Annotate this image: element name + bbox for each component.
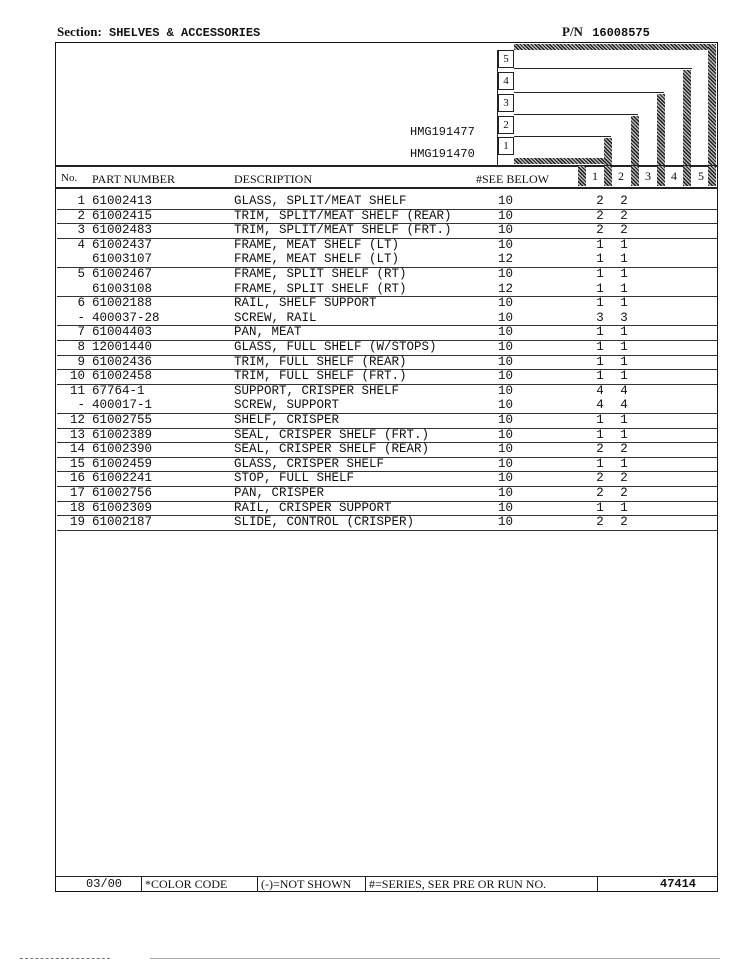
- row-description: SUPPORT, CRISPER SHELF: [234, 383, 400, 398]
- row-qty-col2: 4: [620, 398, 628, 413]
- col-sep-hatch-2: [631, 166, 639, 186]
- row-qty-col1: 2: [596, 223, 604, 238]
- row-description: PAN, CRISPER: [234, 486, 325, 500]
- row-part-number: 61002309: [92, 500, 153, 515]
- row-see-below: 10: [498, 194, 514, 208]
- row-qty-col1: 1: [596, 267, 604, 281]
- row-qty-col2: 2: [620, 442, 628, 457]
- row-qty-col2: 4: [620, 383, 628, 398]
- row-qty-col1: 1: [596, 340, 604, 354]
- row-item-number: 1: [77, 194, 85, 208]
- row-see-below: 10: [498, 471, 514, 486]
- row-qty-col1: 1: [596, 354, 604, 369]
- table-row: [57, 457, 717, 473]
- table-row: [57, 209, 717, 225]
- row-qty-col1: 1: [596, 325, 604, 340]
- row-see-below: 10: [498, 267, 514, 281]
- row-qty-col1: 1: [596, 296, 604, 311]
- model-hatch-col2: [631, 116, 639, 166]
- table-row: [57, 486, 717, 502]
- row-item-number: 7: [77, 325, 85, 340]
- table-row: [57, 355, 717, 371]
- model-number-2: HMG191477: [410, 125, 475, 139]
- table-row: [57, 325, 717, 341]
- row-item-number: 5: [77, 267, 85, 281]
- row-description: TRIM, FULL SHELF (REAR): [234, 354, 407, 369]
- row-part-number: 61002241: [92, 471, 153, 486]
- row-description: GLASS, SPLIT/MEAT SHELF: [234, 194, 407, 208]
- row-qty-col2: 1: [620, 252, 628, 267]
- row-item-number: 17: [69, 486, 85, 500]
- part-number-header: [562, 24, 650, 40]
- stair-line-3: [514, 114, 638, 115]
- header-bottom-rule: [55, 187, 718, 189]
- model-box-5: 5: [498, 50, 514, 68]
- model-box-4: 4: [498, 72, 514, 90]
- stair-line-2: [514, 136, 611, 137]
- model-hatch-col4: [683, 70, 691, 166]
- row-description: SEAL, CRISPER SHELF (REAR): [234, 442, 430, 457]
- table-row: [57, 311, 717, 327]
- row-qty-col1: 2: [596, 515, 604, 530]
- row-see-below: 12: [498, 252, 514, 267]
- row-qty-col1: 1: [596, 427, 604, 442]
- row-see-below: 10: [498, 369, 514, 384]
- col-sep-hatch-4: [683, 166, 691, 186]
- row-description: SLIDE, CONTROL (CRISPER): [234, 515, 415, 530]
- row-see-below: 10: [498, 237, 514, 252]
- table-row: [57, 296, 717, 311]
- row-qty-col1: 2: [596, 208, 604, 223]
- row-qty-col1: 1: [596, 281, 604, 296]
- row-qty-col2: 2: [620, 471, 628, 486]
- col-sep-hatch-5: [708, 166, 716, 186]
- section-header: [57, 24, 260, 40]
- pn-value: 16008575: [592, 26, 650, 40]
- row-description: RAIL, SHELF SUPPORT: [234, 296, 377, 311]
- footer-color-code: *COLOR CODE: [145, 877, 228, 891]
- model-hatch-col5: [708, 44, 716, 166]
- row-see-below: 10: [498, 310, 514, 325]
- stair-line-4: [514, 92, 664, 93]
- row-qty-col2: 1: [620, 296, 628, 311]
- row-part-number: 61002390: [92, 442, 153, 457]
- row-qty-col1: 1: [596, 413, 604, 427]
- row-part-number: 61002458: [92, 369, 153, 384]
- row-item-number: 19: [69, 515, 85, 530]
- row-qty-col1: 1: [596, 369, 604, 384]
- table-row: [57, 471, 717, 487]
- footer-sep-2: [257, 876, 258, 892]
- row-see-below: 10: [498, 340, 514, 354]
- footer-date: 03/00: [86, 877, 123, 891]
- row-item-number: 4: [77, 237, 85, 252]
- table-row: [57, 267, 717, 282]
- model-hatch-bottom: [514, 158, 604, 164]
- row-qty-col2: 2: [620, 194, 628, 208]
- row-qty-col1: 4: [596, 398, 604, 413]
- row-part-number: 61003107: [92, 252, 153, 267]
- row-part-number: 61002389: [92, 427, 153, 442]
- col-no: No.: [61, 172, 78, 184]
- row-part-number: 12001440: [92, 340, 153, 354]
- table-row: [57, 501, 717, 517]
- row-part-number: 61002413: [92, 194, 153, 208]
- row-qty-col2: 1: [620, 267, 628, 281]
- scan-dash-1: [20, 958, 110, 959]
- row-qty-col2: 2: [620, 515, 628, 530]
- stair-line-5: [514, 68, 692, 69]
- table-row: [57, 282, 717, 298]
- row-part-number: 61002459: [92, 456, 153, 471]
- row-item-number: 15: [69, 456, 85, 471]
- table-row: [57, 369, 717, 385]
- table-row: [57, 442, 717, 458]
- row-part-number: 61002437: [92, 237, 153, 252]
- row-qty-col1: 4: [596, 383, 604, 398]
- row-see-below: 10: [498, 383, 514, 398]
- row-see-below: 10: [498, 486, 514, 500]
- row-see-below: 10: [498, 413, 514, 427]
- table-row: [57, 398, 717, 414]
- row-description: PAN, MEAT: [234, 325, 302, 340]
- table-row: [57, 413, 717, 429]
- row-see-below: 10: [498, 442, 514, 457]
- model-box-1: 1: [498, 137, 514, 155]
- model-box-3: 3: [498, 94, 514, 112]
- row-qty-col2: 1: [620, 500, 628, 515]
- row-qty-col1: 1: [596, 252, 604, 267]
- row-description: FRAME, SPLIT SHELF (RT): [234, 281, 407, 296]
- row-description: GLASS, CRISPER SHELF: [234, 456, 385, 471]
- row-item-number: 3: [77, 223, 85, 238]
- row-qty-col2: 1: [620, 354, 628, 369]
- row-part-number: 61002467: [92, 267, 153, 281]
- row-qty-col2: 1: [620, 340, 628, 354]
- row-see-below: 10: [498, 515, 514, 530]
- row-item-number: 8: [77, 340, 85, 354]
- row-qty-col1: 1: [596, 456, 604, 471]
- row-item-number: 11: [69, 383, 85, 398]
- model-hatch-band: [514, 44, 716, 50]
- row-description: STOP, FULL SHELF: [234, 471, 355, 486]
- row-qty-col1: 2: [596, 442, 604, 457]
- model-box-2: 2: [498, 116, 514, 134]
- row-part-number: 61002755: [92, 413, 153, 427]
- table-row: [57, 428, 717, 444]
- row-qty-col1: 2: [596, 194, 604, 208]
- row-qty-col1: 2: [596, 486, 604, 500]
- col-sep-hatch-1: [604, 166, 612, 186]
- row-part-number: 67764-1: [92, 383, 145, 398]
- row-qty-col2: 1: [620, 281, 628, 296]
- row-item-number: 14: [69, 442, 85, 457]
- row-see-below: 10: [498, 325, 514, 340]
- row-see-below: 10: [498, 354, 514, 369]
- table-row: [57, 515, 717, 531]
- row-qty-col2: 1: [620, 413, 628, 427]
- row-see-below: 10: [498, 398, 514, 413]
- row-item-number: -: [77, 310, 85, 325]
- footer-sep-3: [365, 876, 366, 892]
- table-row: [57, 340, 717, 356]
- row-see-below: 10: [498, 208, 514, 223]
- row-description: TRIM, SPLIT/MEAT SHELF (FRT.): [234, 223, 452, 238]
- row-description: TRIM, SPLIT/MEAT SHELF (REAR): [234, 208, 452, 223]
- scan-dash-2: [150, 958, 720, 959]
- row-qty-col1: 2: [596, 471, 604, 486]
- col-part-number: PART NUMBER: [92, 172, 175, 186]
- row-part-number: 61003108: [92, 281, 153, 296]
- table-row: [57, 223, 717, 239]
- row-description: FRAME, SPLIT SHELF (RT): [234, 267, 407, 281]
- row-item-number: -: [77, 398, 85, 413]
- footer-sep-1: [141, 876, 142, 892]
- col-num-2: 2: [615, 167, 627, 185]
- row-qty-col2: 1: [620, 237, 628, 252]
- table-row: [57, 252, 717, 268]
- row-qty-col2: 2: [620, 223, 628, 238]
- row-see-below: 10: [498, 500, 514, 515]
- row-see-below: 10: [498, 223, 514, 238]
- col-num-4: 4: [668, 167, 680, 185]
- row-item-number: 6: [77, 296, 85, 311]
- row-part-number: 61002756: [92, 486, 153, 500]
- model-hatch-col1: [604, 138, 612, 166]
- row-item-number: 16: [69, 471, 85, 486]
- footer-not-shown: (-)=NOT SHOWN: [261, 877, 352, 891]
- pn-label: P/N: [562, 24, 583, 39]
- row-description: SHELF, CRISPER: [234, 413, 340, 427]
- row-qty-col1: 1: [596, 237, 604, 252]
- row-item-number: 10: [69, 369, 85, 384]
- row-description: GLASS, FULL SHELF (W/STOPS): [234, 340, 437, 354]
- row-description: SCREW, SUPPORT: [234, 398, 340, 413]
- model-hatch-col3: [657, 94, 665, 166]
- row-part-number: 61002436: [92, 354, 153, 369]
- col-sep-hatch-3: [657, 166, 665, 186]
- section-name: SHELVES & ACCESSORIES: [109, 26, 261, 40]
- row-qty-col2: 1: [620, 427, 628, 442]
- col-see-below: #SEE BELOW: [476, 172, 549, 186]
- col-num-1: 1: [589, 167, 601, 185]
- table-row: [57, 194, 717, 210]
- row-description: FRAME, MEAT SHELF (LT): [234, 252, 400, 267]
- row-see-below: 10: [498, 427, 514, 442]
- table-row: [57, 384, 717, 399]
- row-qty-col2: 1: [620, 325, 628, 340]
- row-part-number: 61002187: [92, 515, 153, 530]
- col-num-3: 3: [642, 167, 654, 185]
- col-sep-hatch-0: [578, 166, 586, 186]
- row-qty-col1: 3: [596, 310, 604, 325]
- row-item-number: 2: [77, 208, 85, 223]
- row-qty-col2: 1: [620, 369, 628, 384]
- model-number-1: HMG191470: [410, 147, 475, 161]
- row-item-number: 18: [69, 500, 85, 515]
- row-qty-col2: 1: [620, 456, 628, 471]
- row-description: FRAME, MEAT SHELF (LT): [234, 237, 400, 252]
- row-part-number: 400037-28: [92, 310, 160, 325]
- row-description: SCREW, RAIL: [234, 310, 317, 325]
- row-see-below: 10: [498, 296, 514, 311]
- row-description: TRIM, FULL SHELF (FRT.): [234, 369, 407, 384]
- row-part-number: 61004403: [92, 325, 153, 340]
- col-description: DESCRIPTION: [234, 172, 313, 186]
- footer-sep-4: [597, 876, 598, 892]
- col-num-5: 5: [695, 167, 707, 185]
- table-row: [57, 238, 717, 253]
- row-item-number: 12: [69, 413, 85, 427]
- row-see-below: 10: [498, 456, 514, 471]
- row-description: RAIL, CRISPER SUPPORT: [234, 500, 392, 515]
- section-label: Section:: [57, 24, 102, 39]
- row-part-number: 61002188: [92, 296, 153, 311]
- row-part-number: 61002483: [92, 223, 153, 238]
- footer-page-code: 47414: [660, 877, 697, 891]
- row-qty-col2: 2: [620, 208, 628, 223]
- row-qty-col2: 2: [620, 486, 628, 500]
- row-description: SEAL, CRISPER SHELF (FRT.): [234, 427, 430, 442]
- row-qty-col1: 1: [596, 500, 604, 515]
- row-part-number: 400017-1: [92, 398, 153, 413]
- row-part-number: 61002415: [92, 208, 153, 223]
- row-item-number: 9: [77, 354, 85, 369]
- row-qty-col2: 3: [620, 310, 628, 325]
- footer-series: #=SERIES, SER PRE OR RUN NO.: [369, 877, 547, 891]
- row-see-below: 12: [498, 281, 514, 296]
- row-item-number: 13: [69, 427, 85, 442]
